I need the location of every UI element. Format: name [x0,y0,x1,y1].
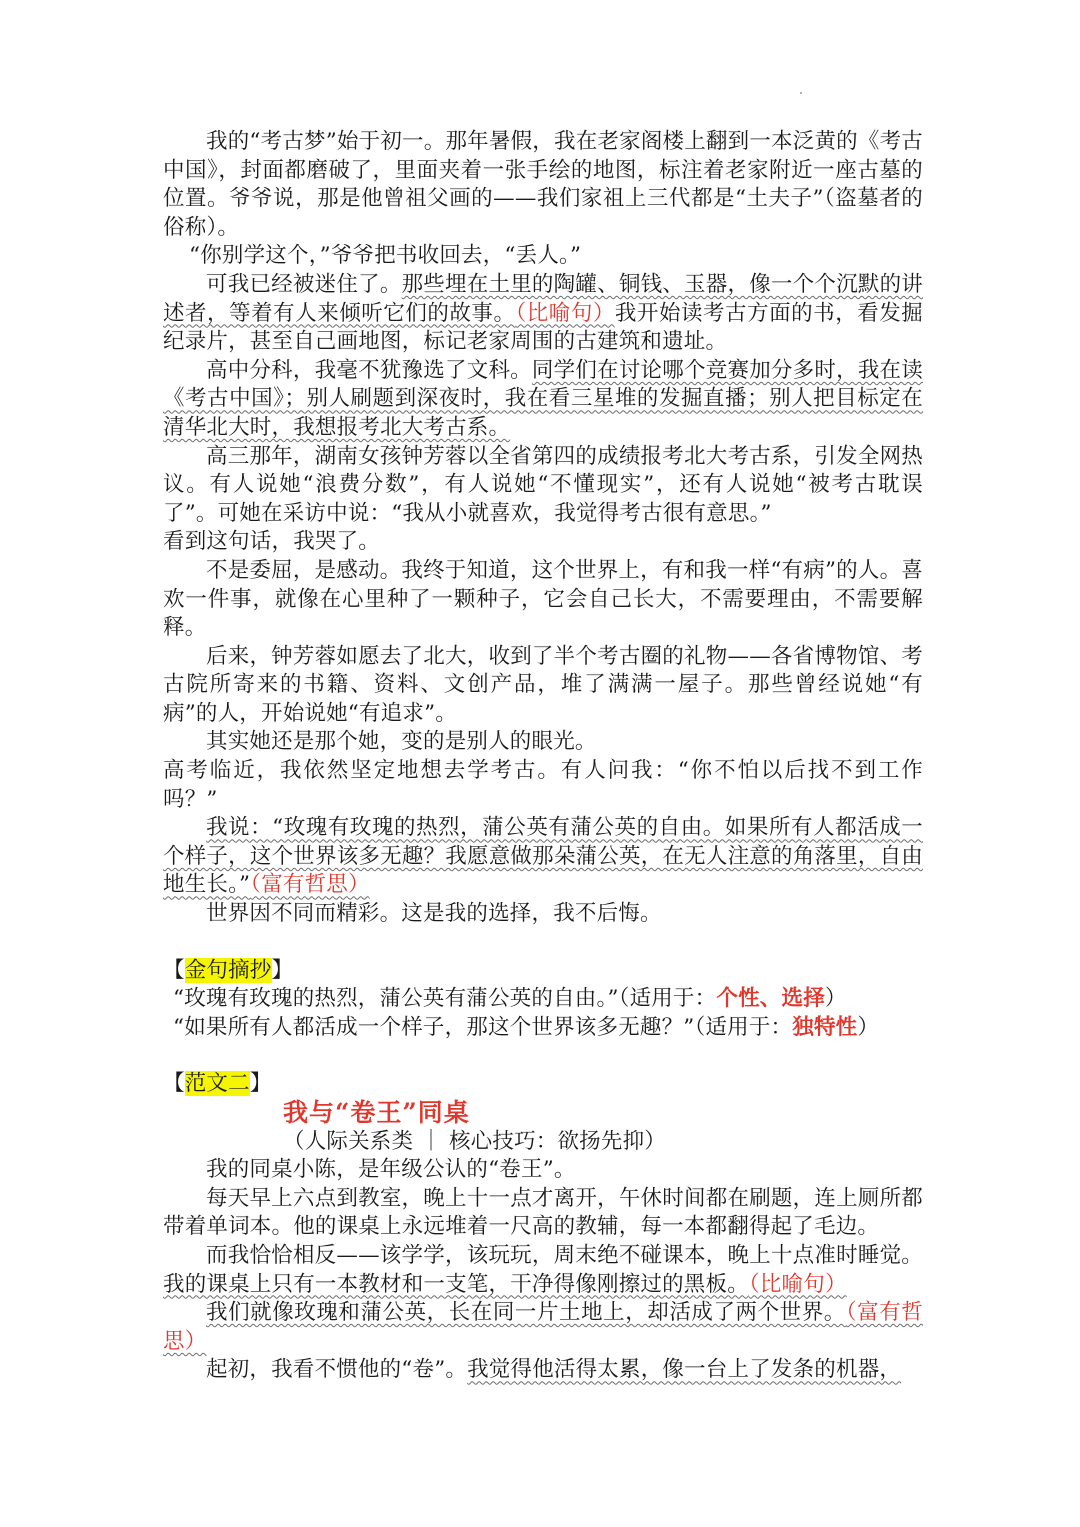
annotation-tag: （富有哲思） [163,1300,923,1354]
paragraph-3 [163,271,923,357]
quote-2 [163,1014,923,1043]
essay-paragraph-4 [163,1299,923,1356]
annotation-tag: （比喻句） [748,1271,847,1297]
essay-paragraph-3 [163,1242,923,1299]
paragraph-text: 后来，钟芳蓉如愿去了北大，收到了半个考古圈的礼物——各省博物馆、考古院所寄来的书籍、资料、文创产品，堆了满满一屋子。那些曾经说她“有病”的人，开始说她“有追求”。 [163,643,923,726]
paragraph-7 [163,557,923,643]
paragraph-6 [163,528,923,557]
essay-paragraph-2 [163,1185,923,1242]
paragraph-1 [163,128,923,242]
annotated-sentence: 那些埋在土里的陶罐、铜钱、玉器，像一个个沉默的讲述者，等着有人来倾听它们的故事。 [163,271,923,326]
paragraph-text: 高考临近，我依然坚定地想去学考古。有人问我：“你不怕以后找不到工作吗？” [163,758,923,812]
essay-title: 我与“卷王”同桌 [283,1098,470,1127]
paragraph-text: 看到这句话，我哭了。 [163,529,381,555]
paragraph-text: “你别学这个，”爷爷把书收回去，“丢人。” [189,243,582,269]
essay-subtitle: （人际关系类 ｜ 核心技巧：欲扬先抑） [283,1128,666,1154]
paragraph-9 [163,728,923,757]
essay-paragraph-5 [163,1356,923,1385]
annotated-sentence: 同学们在讨论哪个竞赛加分多时，我在读《考古中国》；别人刷题到深夜时，我在看三星堆的发掘直播；别人把目标定在清华北大时，我想报考北大考古系。 [163,357,923,440]
annotation-tag: （富有哲思） [250,872,370,898]
paragraph-8 [163,643,923,729]
essay-paragraph-1 [163,1156,923,1185]
paragraph-5 [163,443,923,529]
paragraph-4 [163,357,923,443]
paragraph-text: 我的“考古梦”始于初一。那年暑假，我在老家阁楼上翻到一本泛黄的《考古中国》，封面都磨破了，里面夹着一张手绘的地图，标注着老家附近一座古墓的位置。爷爷说，那是他曾祖父画的——我们家祖上三代都是“土夫子”（盗墓者的俗称）。 [163,129,923,240]
paragraph-text: 高中分科，我毫不犹豫选了文科。 [206,357,532,383]
paragraph-12 [163,900,923,929]
paragraph-11 [163,814,923,900]
bracket: ） [857,1014,880,1040]
document-body [163,128,923,1385]
annotated-sentence: 我觉得他活得太累，像一台上了发条的机器， [467,1357,902,1383]
bracket: 【 [163,957,185,983]
paragraph-text: 我开始读考古方面的书，看发掘纪录片，甚至自己画地图，标记老家周围的古建筑和遗址。 [163,300,923,355]
quote-tag: 个性、选择 [716,986,825,1012]
annotated-sentence: 我说：“玫瑰有玫瑰的热烈，蒲公英有蒲公英的自由。如果所有人都活成一个样子，这个世界该多无趣？我愿意做那朵蒲公英，在无人注意的角落里，自由地生长。” [163,815,923,898]
paragraph-text: 而我恰恰相反——该学学，该玩玩，周末绝不碰课本，晚上十点准时睡觉。 [206,1242,923,1268]
paragraph-10 [163,757,923,814]
annotation-tag: （比喻句） [515,300,615,326]
quote-1 [163,985,923,1014]
paragraph-2 [163,242,923,271]
paragraph-text: 我的同桌小陈，是年级公认的“卷王”。 [206,1157,576,1183]
paragraph-text: 高三那年，湖南女孩钟芳蓉以全省第四的成绩报考北大考古系，引发全网热议。有人说她“浪费分数”，有人说她“不懂现实”，还有人说她“被考古耽误了”。可她在采访中说：“我从小就喜欢，我觉得考古很有意思。” [163,443,923,526]
bracket: ） [824,986,847,1012]
section-label: 范文二 [184,1071,250,1097]
annotated-sentence: 我的课桌上只有一本教材和一支笔，干净得像刚擦过的黑板。 [163,1271,749,1297]
paragraph-text: 每天早上六点到教室，晚上十一点才离开，午休时间都在刷题，连上厕所都带着单词本。他的课桌上永远堆着一尺高的教辅，每一本都翻得起了毛边。 [163,1185,923,1240]
annotated-sentence: 我们就像玫瑰和蒲公英，长在同一片土地上，却活成了两个世界。 [206,1300,846,1326]
essay-label [163,1070,923,1099]
quotes-heading [163,957,923,986]
paragraph-text: 世界因不同而精彩。这是我的选择，我不后悔。 [206,901,662,927]
bracket: 】 [249,1071,272,1097]
bracket: 【 [163,1071,185,1097]
paragraph-text: 起初，我看不惯他的“卷”。 [206,1357,468,1383]
quote-text: “如果所有人都活成一个样子，那这个世界该多无趣？”（适用于： [173,1014,793,1040]
quote-text: “玫瑰有玫瑰的热烈，蒲公英有蒲公英的自由。”（适用于： [173,986,717,1012]
page-mark [800,92,802,94]
section-label: 金句摘抄 [184,957,272,983]
bracket: 】 [271,957,294,983]
quote-tag: 独特性 [792,1014,858,1040]
paragraph-text: 可我已经被迷住了。 [206,271,402,297]
paragraph-text: 其实她还是那个她，变的是别人的眼光。 [206,729,597,755]
paragraph-text: 不是委屈，是感动。我终于知道，这个世界上，有和我一样“有病”的人。喜欢一件事，就像在心里种了一颗种子，它会自己长大，不需要理由，不需要解释。 [163,557,923,641]
